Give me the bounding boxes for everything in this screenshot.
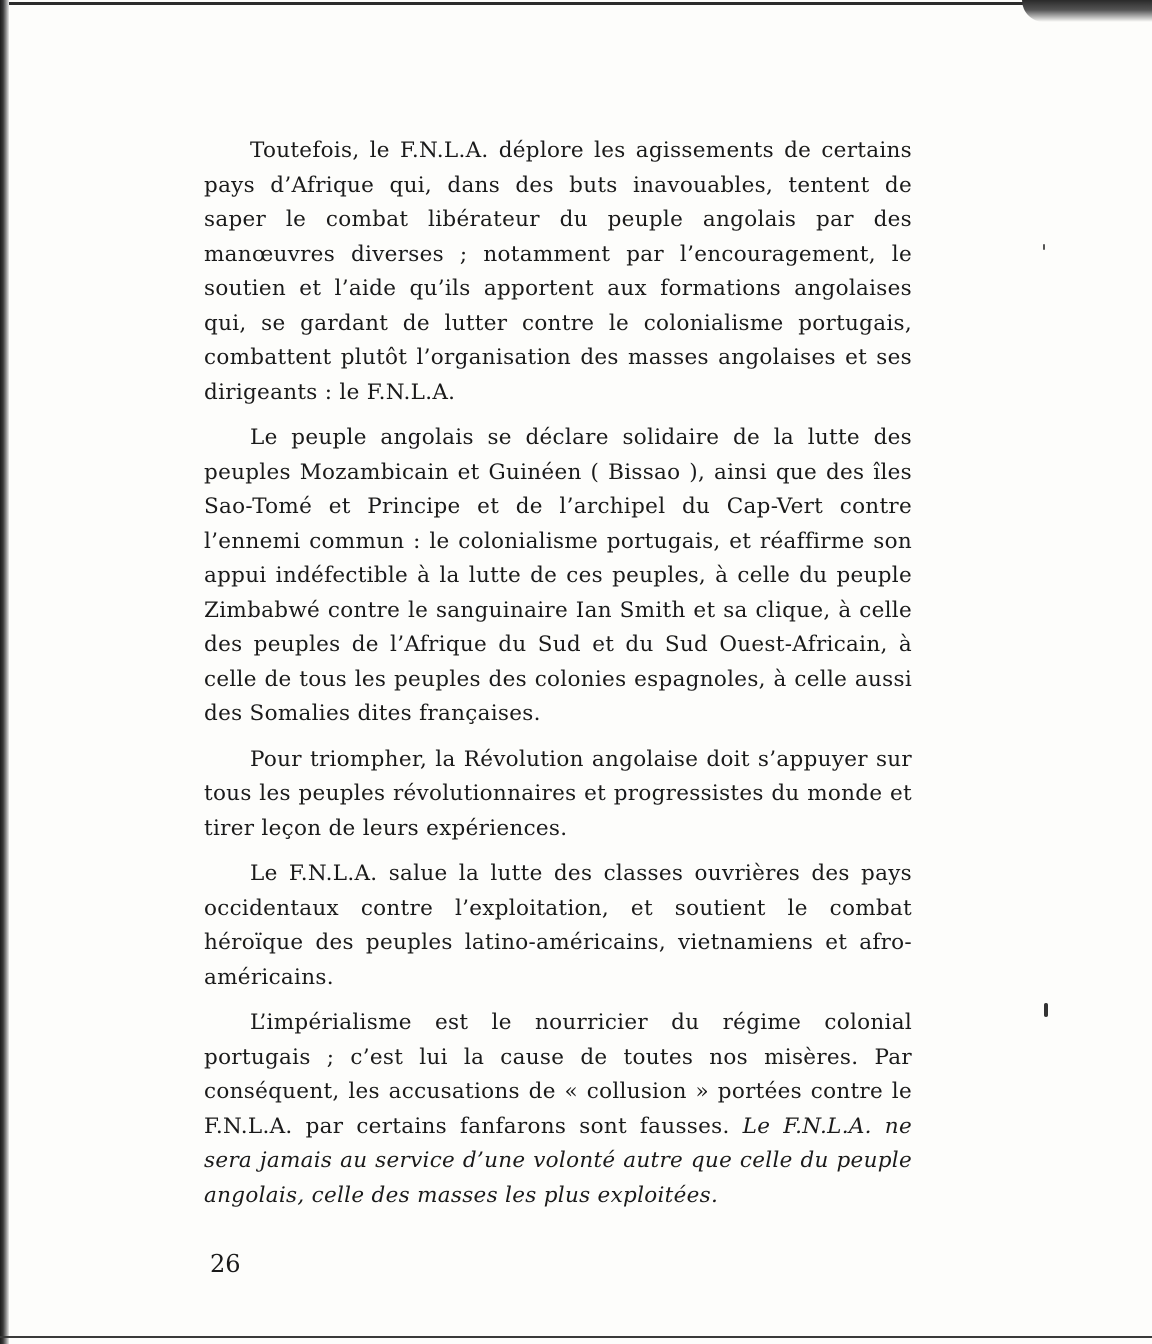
paragraph-5-italic-text: Le F.N.L.A. ne sera jamais au service d’une volonté autre que celle du peuple angolais, celle des masses les plus exploitées. — [204, 1113, 912, 1208]
scan-bottom-edge — [0, 1336, 1152, 1338]
scan-corner-shadow — [1022, 0, 1152, 22]
body-text — [204, 134, 912, 1224]
scan-speck — [1043, 244, 1045, 250]
paragraph-3: Pour triompher, la Révolution angolaise doit s’appuyer sur tous les peuples révolutionnaires et progressistes du monde et tirer leçon de leurs expériences. — [204, 746, 912, 841]
paragraph-1: Toutefois, le F.N.L.A. déplore les agissements de certains pays d’Afrique qui, dans des buts inavouables, tentent de saper le combat libérateur du peuple angolais par des manœuvres diverses ; notamment par l’encouragement, le soutien et l’aide qu’ils apportent aux formations angolaises qui, se gardant de lutter contre le colonialisme portugais, combattent plutôt l’organisation des masses angolaises et ses dirigeants : le F.N.L.A. — [204, 138, 912, 405]
scan-speck — [1044, 1003, 1048, 1017]
scan-top-edge — [9, 2, 1029, 5]
paragraph-5-text: L’impérialisme est le nourricier du régime colonial portugais ; c’est lui la cause de toutes nos misères. Par conséquent, les accusations de « collusion » portées contre le F.N.L.A. par certains fanfarons sont fausses. — [204, 1010, 912, 1139]
page-number: 26 — [210, 1250, 241, 1278]
scan-left-edge — [0, 0, 9, 1344]
paragraph-2: Le peuple angolais se déclare solidaire de la lutte des peuples Mozambicain et Guinéen ( Bissao ), ainsi que des îles Sao-Tomé et Principe et de l’archipel du Cap-Vert contre l’ennemi commun : le colonialisme portugais, et réaffirme son appui indéfectible à la lutte de ces peuples, à celle du peuple Zimbabwé contre le sanguinaire Ian Smith et sa clique, à celle des peuples de l’Afrique du Sud et du Sud Ouest-Africain, à celle de tous les peuples des colonies espagnoles, à celle aussi des Somalies dites françaises. — [204, 425, 912, 726]
paragraph-5 — [204, 1006, 912, 1213]
paragraph-4: Le F.N.L.A. salue la lutte des classes ouvrières des pays occidentaux contre l’exploitation, et soutient le combat héroïque des peuples latino-américains, vietnamiens et afro-américains. — [204, 861, 912, 990]
